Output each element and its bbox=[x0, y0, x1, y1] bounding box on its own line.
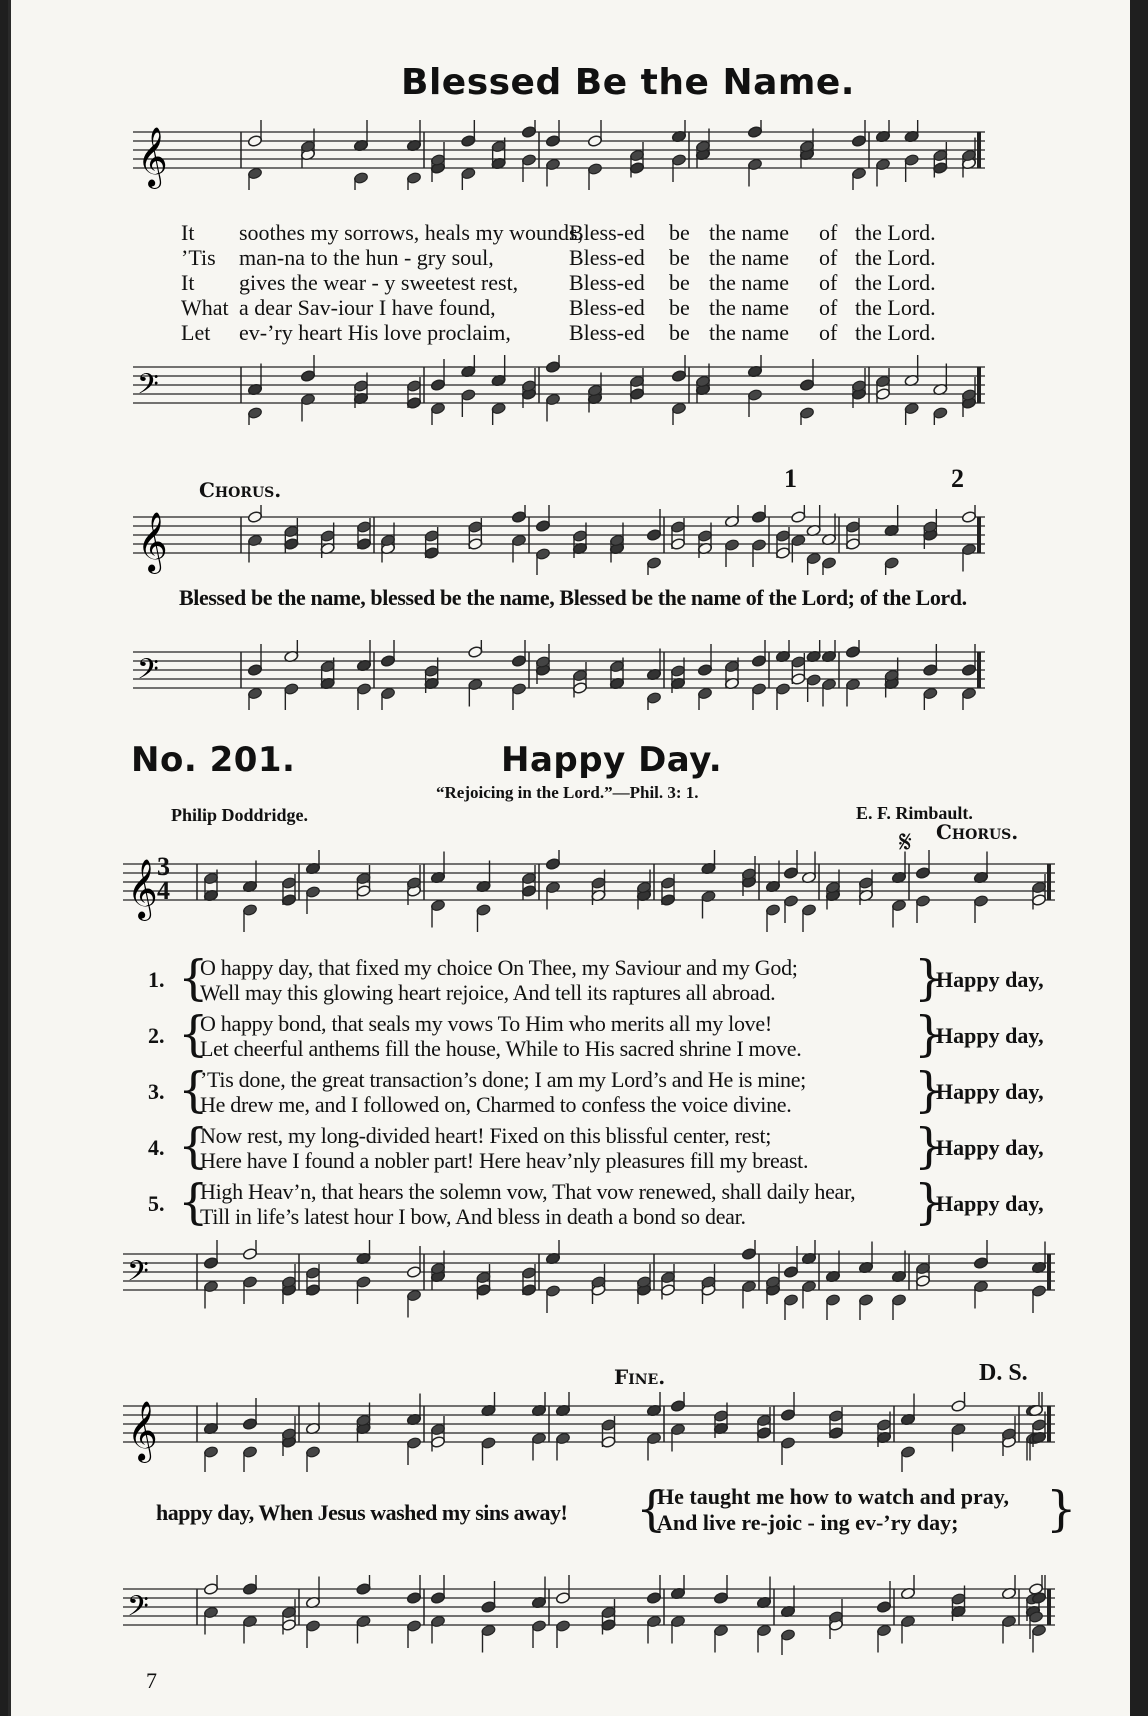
hymn2-number: No. 201. bbox=[131, 740, 296, 780]
ending-1-marker: 1 bbox=[784, 464, 797, 493]
verse-brace-right: } bbox=[914, 1006, 945, 1062]
treble-staff-chorus bbox=[129, 505, 989, 575]
ds-marking: D. S. bbox=[979, 1360, 1028, 1386]
treble-clef-icon: 𝄞 bbox=[137, 127, 168, 187]
hymn1-chorus-text: Blessed be the name, blessed be the name, Blessed be the name of the Lord; of the Lord. bbox=[179, 585, 967, 610]
hymn1-verse-segment: the Lord. bbox=[855, 220, 936, 245]
bass-staff-1 bbox=[129, 355, 989, 425]
hymn1-verse-segment: be bbox=[669, 245, 690, 270]
verse-number: 5. bbox=[148, 1191, 165, 1216]
verse-line-2: He drew me, and I followed on, Charmed to confess the voice divine. bbox=[200, 1092, 792, 1117]
hymn2-composer: E. F. Rimbault. bbox=[856, 803, 973, 823]
page-number: 7 bbox=[146, 1668, 157, 1693]
hymn1-verse-segment: Bless-ed bbox=[569, 245, 645, 270]
hymn1-verse-segment: ev-’ry heart His love proclaim, bbox=[239, 320, 511, 345]
hymn1-verse-segment: a dear Sav-iour I have found, bbox=[239, 295, 496, 320]
hymn1-verse-line bbox=[181, 320, 955, 345]
hymn1-verse-segment: be bbox=[669, 220, 690, 245]
chorus-brace-right: } bbox=[1046, 1481, 1077, 1537]
hymn1-verse-segment: Bless-ed bbox=[569, 295, 645, 320]
hymn1-verse-segment: be bbox=[669, 270, 690, 295]
hymn1-verses bbox=[181, 220, 955, 345]
hymn1-verse-segment: the name bbox=[709, 320, 790, 345]
hymn2-chorus-line: happy day, When Jesus washed my sins away! bbox=[156, 1500, 568, 1525]
hymn1-verse-segment: of bbox=[819, 320, 838, 345]
verse-brace-left: { bbox=[178, 1174, 209, 1230]
hymn1-verse-segment: gives the wear - y sweetest rest, bbox=[239, 270, 519, 295]
verse-brace-right: } bbox=[914, 950, 945, 1006]
verse-line-1: O happy day, that fixed my choice On Thee, my Saviour and my God; bbox=[200, 955, 798, 980]
verse-refrain: Happy day, bbox=[936, 1079, 1044, 1104]
hymnal-page bbox=[8, 0, 1130, 1716]
hymn1-verse-segment: man-na to the hun - gry soul, bbox=[239, 245, 494, 270]
treble-staff-hymn2 bbox=[119, 850, 1059, 940]
hymn1-title: Blessed Be the Name. bbox=[401, 62, 855, 103]
hymn2-verse bbox=[136, 1118, 1116, 1179]
hymn1-verse-segment: What bbox=[181, 295, 229, 320]
verse-line-2: Well may this glowing heart rejoice, And tell its raptures all abroad. bbox=[200, 980, 776, 1005]
hymn1-verse-line bbox=[181, 245, 955, 270]
hymn1-verse-segment: the Lord. bbox=[855, 295, 936, 320]
bass-clef-icon: 𝄢 bbox=[137, 653, 159, 693]
hymn2-verse bbox=[136, 1174, 1116, 1235]
hymn2-scripture: “Rejoicing in the Lord.”—Phil. 3: 1. bbox=[436, 783, 699, 802]
hymn2-verse bbox=[136, 1006, 1116, 1067]
verse-refrain: Happy day, bbox=[936, 1191, 1044, 1216]
bass-staff-chorus bbox=[129, 640, 989, 710]
verse-line-1: High Heav’n, that hears the solemn vow, That vow renewed, shall daily hear, bbox=[200, 1179, 856, 1204]
hymn2-chorus-label: Chorus. bbox=[936, 820, 1019, 844]
hymn1-verse-segment: ’Tis bbox=[181, 245, 216, 270]
verse-number: 4. bbox=[148, 1135, 165, 1160]
hymn1-verse-segment: of bbox=[819, 220, 838, 245]
verse-line-2: Till in life’s latest hour I bow, And bless in death a bond so dear. bbox=[200, 1204, 746, 1229]
hymn1-verse-segment: Bless-ed bbox=[569, 220, 645, 245]
ending-2-marker: 2 bbox=[951, 464, 964, 493]
hymn2-author: Philip Doddridge. bbox=[171, 805, 309, 825]
verse-line-1: Now rest, my long-divided heart! Fixed on this blissful center, rest; bbox=[200, 1123, 772, 1148]
treble-staff-1 bbox=[129, 120, 989, 190]
hymn1-verse-segment: of bbox=[819, 270, 838, 295]
verse-refrain: Happy day, bbox=[936, 1135, 1044, 1160]
verse-brace-left: { bbox=[178, 950, 209, 1006]
bass-clef-icon: 𝄢 bbox=[137, 368, 159, 408]
verse-number: 3. bbox=[148, 1079, 165, 1104]
hymn1-verse-segment: soothes my sorrows, heals my wounds, bbox=[239, 220, 584, 245]
hymn1-verse-segment: the Lord. bbox=[855, 320, 936, 345]
bass-staff-hymn2 bbox=[119, 1240, 1059, 1320]
verse-refrain: Happy day, bbox=[936, 1023, 1044, 1048]
bass-clef-icon: 𝄢 bbox=[127, 1255, 149, 1295]
verse-brace-right: } bbox=[914, 1174, 945, 1230]
bass-staff-hymn2-chorus bbox=[119, 1575, 1059, 1655]
bass-clef-icon: 𝄢 bbox=[127, 1590, 149, 1630]
verse-line-1: O happy bond, that seals my vows To Him who merits all my love! bbox=[200, 1011, 772, 1036]
treble-clef-icon: 𝄞 bbox=[137, 512, 168, 572]
treble-staff-hymn2-chorus bbox=[119, 1392, 1059, 1472]
hymn1-verse-line bbox=[181, 220, 955, 245]
hymn1-verse-line bbox=[181, 270, 955, 295]
hymn1-chorus-label: Chorus. bbox=[199, 478, 282, 502]
hymn1-verse-segment: It bbox=[181, 270, 195, 295]
hymn1-verse-segment: the name bbox=[709, 270, 790, 295]
verse-brace-left: { bbox=[178, 1118, 209, 1174]
verse-number: 1. bbox=[148, 967, 165, 992]
chorus-brace-line-1: He taught me how to watch and pray, bbox=[657, 1484, 1010, 1509]
hymn1-verse-segment: be bbox=[669, 295, 690, 320]
hymn1-verse-segment: the Lord. bbox=[855, 245, 936, 270]
treble-clef-icon: 𝄞 bbox=[127, 1401, 158, 1461]
chorus-brace-left: { bbox=[636, 1481, 667, 1537]
hymn1-verse-line bbox=[181, 295, 955, 320]
verse-brace-left: { bbox=[178, 1006, 209, 1062]
chorus-brace-line-2: And live re-joic - ing ev-’ry day; bbox=[657, 1510, 959, 1535]
hymn1-verse-segment: Let bbox=[181, 320, 211, 345]
verse-refrain: Happy day, bbox=[936, 967, 1044, 992]
hymn1-verse-segment: the name bbox=[709, 295, 790, 320]
hymn1-verse-segment: of bbox=[819, 295, 838, 320]
verse-line-2: Let cheerful anthems fill the house, While to His sacred shrine I move. bbox=[200, 1036, 802, 1061]
verse-line-1: ’Tis done, the great transaction’s done; I am my Lord’s and He is mine; bbox=[200, 1067, 806, 1092]
hymn1-verse-segment: It bbox=[181, 220, 195, 245]
hymn2-verse bbox=[136, 950, 1116, 1011]
verse-brace-right: } bbox=[914, 1062, 945, 1118]
hymn2-verse bbox=[136, 1062, 1116, 1123]
fine-marking: Fine. bbox=[614, 1365, 666, 1389]
verse-brace-right: } bbox=[914, 1118, 945, 1174]
time-signature: 3 4 bbox=[157, 852, 170, 905]
segno-sign: 𝄋 bbox=[899, 826, 912, 859]
hymn1-verse-segment: Bless-ed bbox=[569, 270, 645, 295]
hymn1-verse-segment: of bbox=[819, 245, 838, 270]
verse-line-2: Here have I found a nobler part! Here heav’nly pleasures fill my breast. bbox=[200, 1148, 809, 1173]
hymn1-verse-segment: the name bbox=[709, 220, 790, 245]
verse-brace-left: { bbox=[178, 1062, 209, 1118]
hymn1-verse-segment: the Lord. bbox=[855, 270, 936, 295]
verse-number: 2. bbox=[148, 1023, 165, 1048]
hymn1-verse-segment: be bbox=[669, 320, 690, 345]
hymn1-verse-segment: Bless-ed bbox=[569, 320, 645, 345]
hymn2-verses bbox=[136, 950, 1116, 1235]
hymn1-verse-segment: the name bbox=[709, 245, 790, 270]
hymn2-title: Happy Day. bbox=[501, 740, 723, 780]
treble-clef-icon: 𝄞 bbox=[127, 859, 158, 919]
